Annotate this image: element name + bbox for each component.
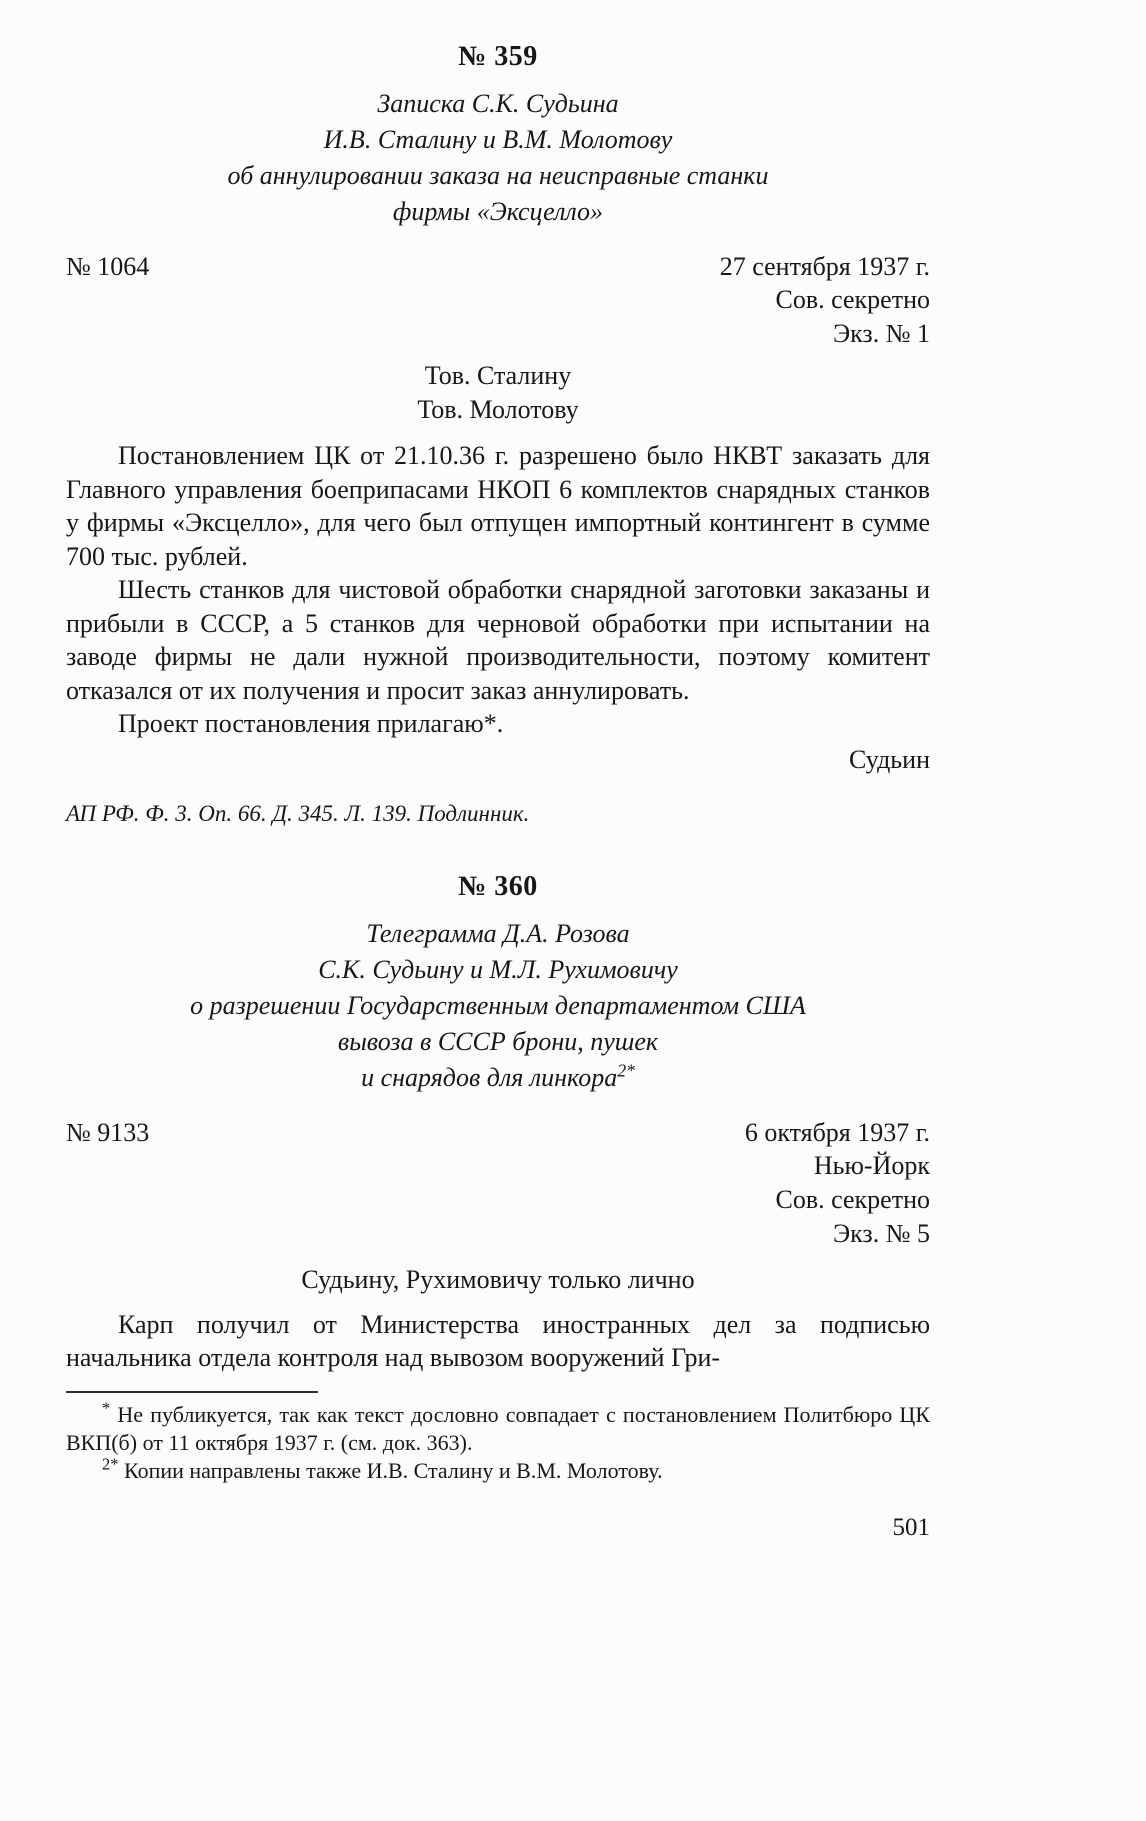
doc-360-place: Нью-Йорк	[813, 1150, 930, 1180]
doc-360-paragraph-1: Карп получил от Министерства иностранных дел за подписью начальника отдела контроля над вывозом вооружений Гри-	[66, 1309, 930, 1372]
doc-360-title-line-4: вывоза в СССР брони, пушек	[337, 1026, 659, 1056]
doc-359-date: 27 сентября 1937 г.	[719, 252, 930, 281]
doc-359-addressee-1: Тов. Сталину	[424, 361, 572, 390]
doc-360-title-line-5	[66, 1060, 930, 1096]
page-content	[66, 0, 930, 1543]
doc-360-ref-number: № 9133	[66, 1117, 150, 1147]
doc-359-meta-row	[66, 250, 930, 283]
doc-360-date: 6 октября 1937 г.	[744, 1117, 930, 1147]
doc-360-addressee-line: Судьину, Рухимовичу только лично	[301, 1264, 695, 1294]
doc-360-footnote-reference: 2*	[617, 1059, 635, 1080]
doc-359-ref-number: № 1064	[66, 252, 150, 281]
doc-360-title-line-2: С.К. Судьину и М.Л. Рухимовичу	[318, 954, 678, 984]
footnotes-section	[66, 1391, 930, 1485]
doc-359-title-line-3: об аннулировании заказа на неисправные станки	[227, 161, 769, 190]
doc-359-title-line-4: фирмы «Эксцелло»	[392, 197, 604, 226]
doc-359-archive-reference: АП РФ. Ф. 3. Оп. 66. Д. 345. Л. 139. Подлинник.	[66, 800, 530, 826]
footnote-1-marker: *	[102, 1398, 111, 1418]
doc-360-number-heading: № 360	[458, 870, 538, 902]
doc-360-title-line-5-text: и снарядов для линкора	[361, 1062, 618, 1092]
doc-359-title	[66, 86, 930, 230]
footnote-1-text: Не публикуется, так как текст дословно совпадает с постановлением Политбюро ЦК ВКП(б) от 11 октября 1937 г. (см. док. 363).	[66, 1401, 930, 1455]
doc-359-paragraph-3: Проект постановления прилагаю*.	[118, 709, 504, 738]
doc-359-title-line-1: Записка С.К. Судьина	[377, 89, 619, 118]
footnote-separator-rule	[66, 1391, 318, 1393]
document-360	[66, 870, 930, 1375]
doc-360-title-line-3: о разрешении Государственным департаментом США	[190, 990, 806, 1020]
footnote-2-text: Копии направлены также И.В. Сталину и В.М. Молотову.	[124, 1457, 663, 1483]
doc-359-body	[66, 439, 930, 741]
doc-359-signature: Судьин	[849, 744, 930, 774]
footnote-1	[66, 1398, 930, 1457]
doc-359-addressees	[66, 359, 930, 427]
doc-360-body	[66, 1308, 930, 1375]
doc-359-addressee-2: Тов. Молотову	[417, 395, 579, 424]
footnote-2-marker: 2*	[102, 1454, 119, 1474]
doc-359-copy-label: Экз. № 1	[832, 319, 930, 348]
doc-359-paragraph-1: Постановлением ЦК от 21.10.36 г. разрешено было НКВТ заказать для Главного управления боеприпасами НКОП 6 комплектов снарядных станков у фирмы «Эксцелло», для чего был отпущен импортный контингент в сумме 700 тыс. рублей.	[66, 441, 930, 571]
doc-359-classification-block	[66, 283, 930, 351]
doc-360-meta-row	[66, 1116, 930, 1149]
doc-359-number-heading: № 359	[458, 41, 538, 72]
doc-359-paragraph-2: Шесть станков для чистовой обработки снарядной заготовки заказаны и прибыли в СССР, а 5 станков для черновой обработки при испытании на заводе фирмы не дали нужной производительности, поэтому комитент отказался от их получения и просит заказ аннулировать.	[66, 575, 930, 705]
doc-360-title-line-1: Телеграмма Д.А. Розова	[366, 918, 630, 948]
doc-360-secrecy-label: Сов. секретно	[775, 1184, 930, 1214]
doc-360-copy-label: Экз. № 5	[832, 1218, 930, 1248]
doc-360-title	[66, 916, 930, 1096]
page-number: 501	[892, 1513, 930, 1541]
doc-359-secrecy-label: Сов. секретно	[775, 285, 930, 314]
doc-359-title-line-2: И.В. Сталину и В.М. Молотову	[323, 125, 673, 154]
document-359	[66, 40, 930, 828]
doc-360-classification-block	[66, 1149, 930, 1251]
footnote-2	[66, 1454, 930, 1485]
